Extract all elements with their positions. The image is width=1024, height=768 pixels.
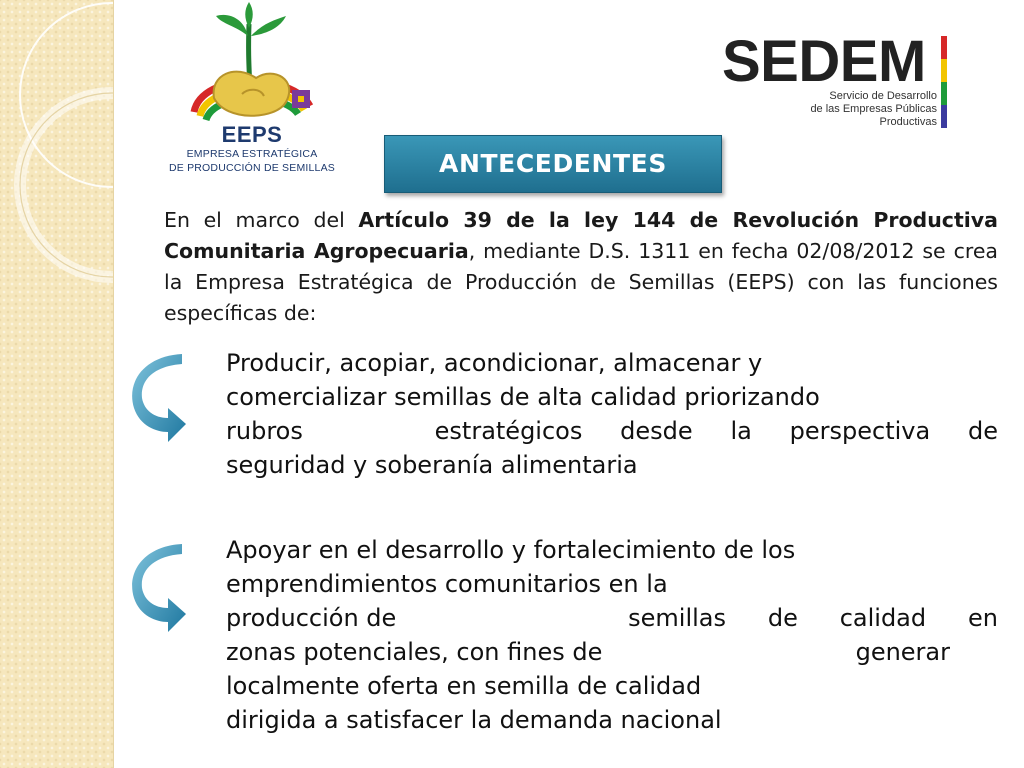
bullet-2-line-4 bbox=[226, 635, 950, 669]
bullet-2-line-2: emprendimientos comunitarios en la bbox=[226, 570, 668, 598]
bullet-1-line-2: comercializar semillas de alta calidad priorizando bbox=[226, 383, 820, 411]
intro-bold-reference: Artículo 39 de la ley 144 de Revolución Productiva Comunitaria Agropecuaria bbox=[164, 208, 998, 263]
bullet-item-1 bbox=[226, 346, 998, 482]
seed-sprout-icon bbox=[152, 2, 352, 127]
bullet-1-word: la bbox=[730, 417, 752, 445]
intro-text-2: , mediante D.S. 1311 en fecha 02/08/2012 se crea la Empresa Estratégica de Producción de Semillas (EEPS) con las funciones específicas de: bbox=[164, 239, 998, 325]
intro-paragraph bbox=[164, 205, 998, 329]
bullet-1-line-1: Producir, acopiar, acondicionar, almacenar y bbox=[226, 349, 763, 377]
eeps-logo-title: EEPS bbox=[221, 122, 283, 147]
bullet-2-word: semillas bbox=[628, 604, 727, 632]
bullet-2-word: zonas potenciales, con fines de bbox=[226, 638, 603, 666]
bullet-2-word: generar bbox=[855, 638, 950, 666]
decorative-side-strip bbox=[0, 0, 114, 768]
eeps-logo-subtitle-1: EMPRESA ESTRATÉGICA bbox=[186, 148, 318, 160]
section-header: ANTECEDENTES bbox=[384, 135, 722, 193]
sedem-logo-line-3: Productivas bbox=[879, 116, 937, 128]
bullet-2-line-1: Apoyar en el desarrollo y fortalecimiento de los bbox=[226, 536, 796, 564]
decorative-rings-icon bbox=[0, 0, 113, 768]
bullet-1-word: rubros bbox=[226, 417, 303, 445]
sedem-logo-line-2: de las Empresas Públicas bbox=[810, 103, 937, 115]
bullet-item-2 bbox=[226, 533, 998, 737]
flag-bar-icon bbox=[941, 36, 947, 128]
bullet-2-word: producción de bbox=[226, 604, 397, 632]
bullet-2-line-3 bbox=[226, 601, 998, 635]
curved-arrow-icon bbox=[124, 350, 194, 450]
bullet-1-word: estratégicos bbox=[434, 417, 583, 445]
bullet-2-word: calidad bbox=[839, 604, 927, 632]
bullet-2-line-5: localmente oferta en semilla de calidad bbox=[226, 672, 702, 700]
bullet-2-line-6: dirigida a satisfacer la demanda nacional bbox=[226, 706, 722, 734]
bullet-1-word: desde bbox=[620, 417, 693, 445]
bullet-2-word: en bbox=[967, 604, 998, 632]
eeps-logo-subtitle-2: DE PRODUCCIÓN DE SEMILLAS bbox=[168, 162, 336, 174]
sedem-logo-name: SEDEM bbox=[722, 29, 926, 94]
sedem-logo bbox=[720, 30, 960, 132]
bullet-1-word: perspectiva bbox=[789, 417, 931, 445]
bullet-1-word: de bbox=[968, 417, 998, 445]
eeps-logo bbox=[152, 2, 352, 180]
bullet-1-line-3 bbox=[226, 414, 998, 448]
curved-arrow-icon bbox=[124, 540, 194, 640]
bullet-2-word: de bbox=[767, 604, 798, 632]
sedem-logo-line-1: Servicio de Desarrollo bbox=[829, 90, 937, 102]
bullet-1-line-4: seguridad y soberanía alimentaria bbox=[226, 451, 638, 479]
intro-text-1: En el marco del bbox=[164, 208, 359, 232]
